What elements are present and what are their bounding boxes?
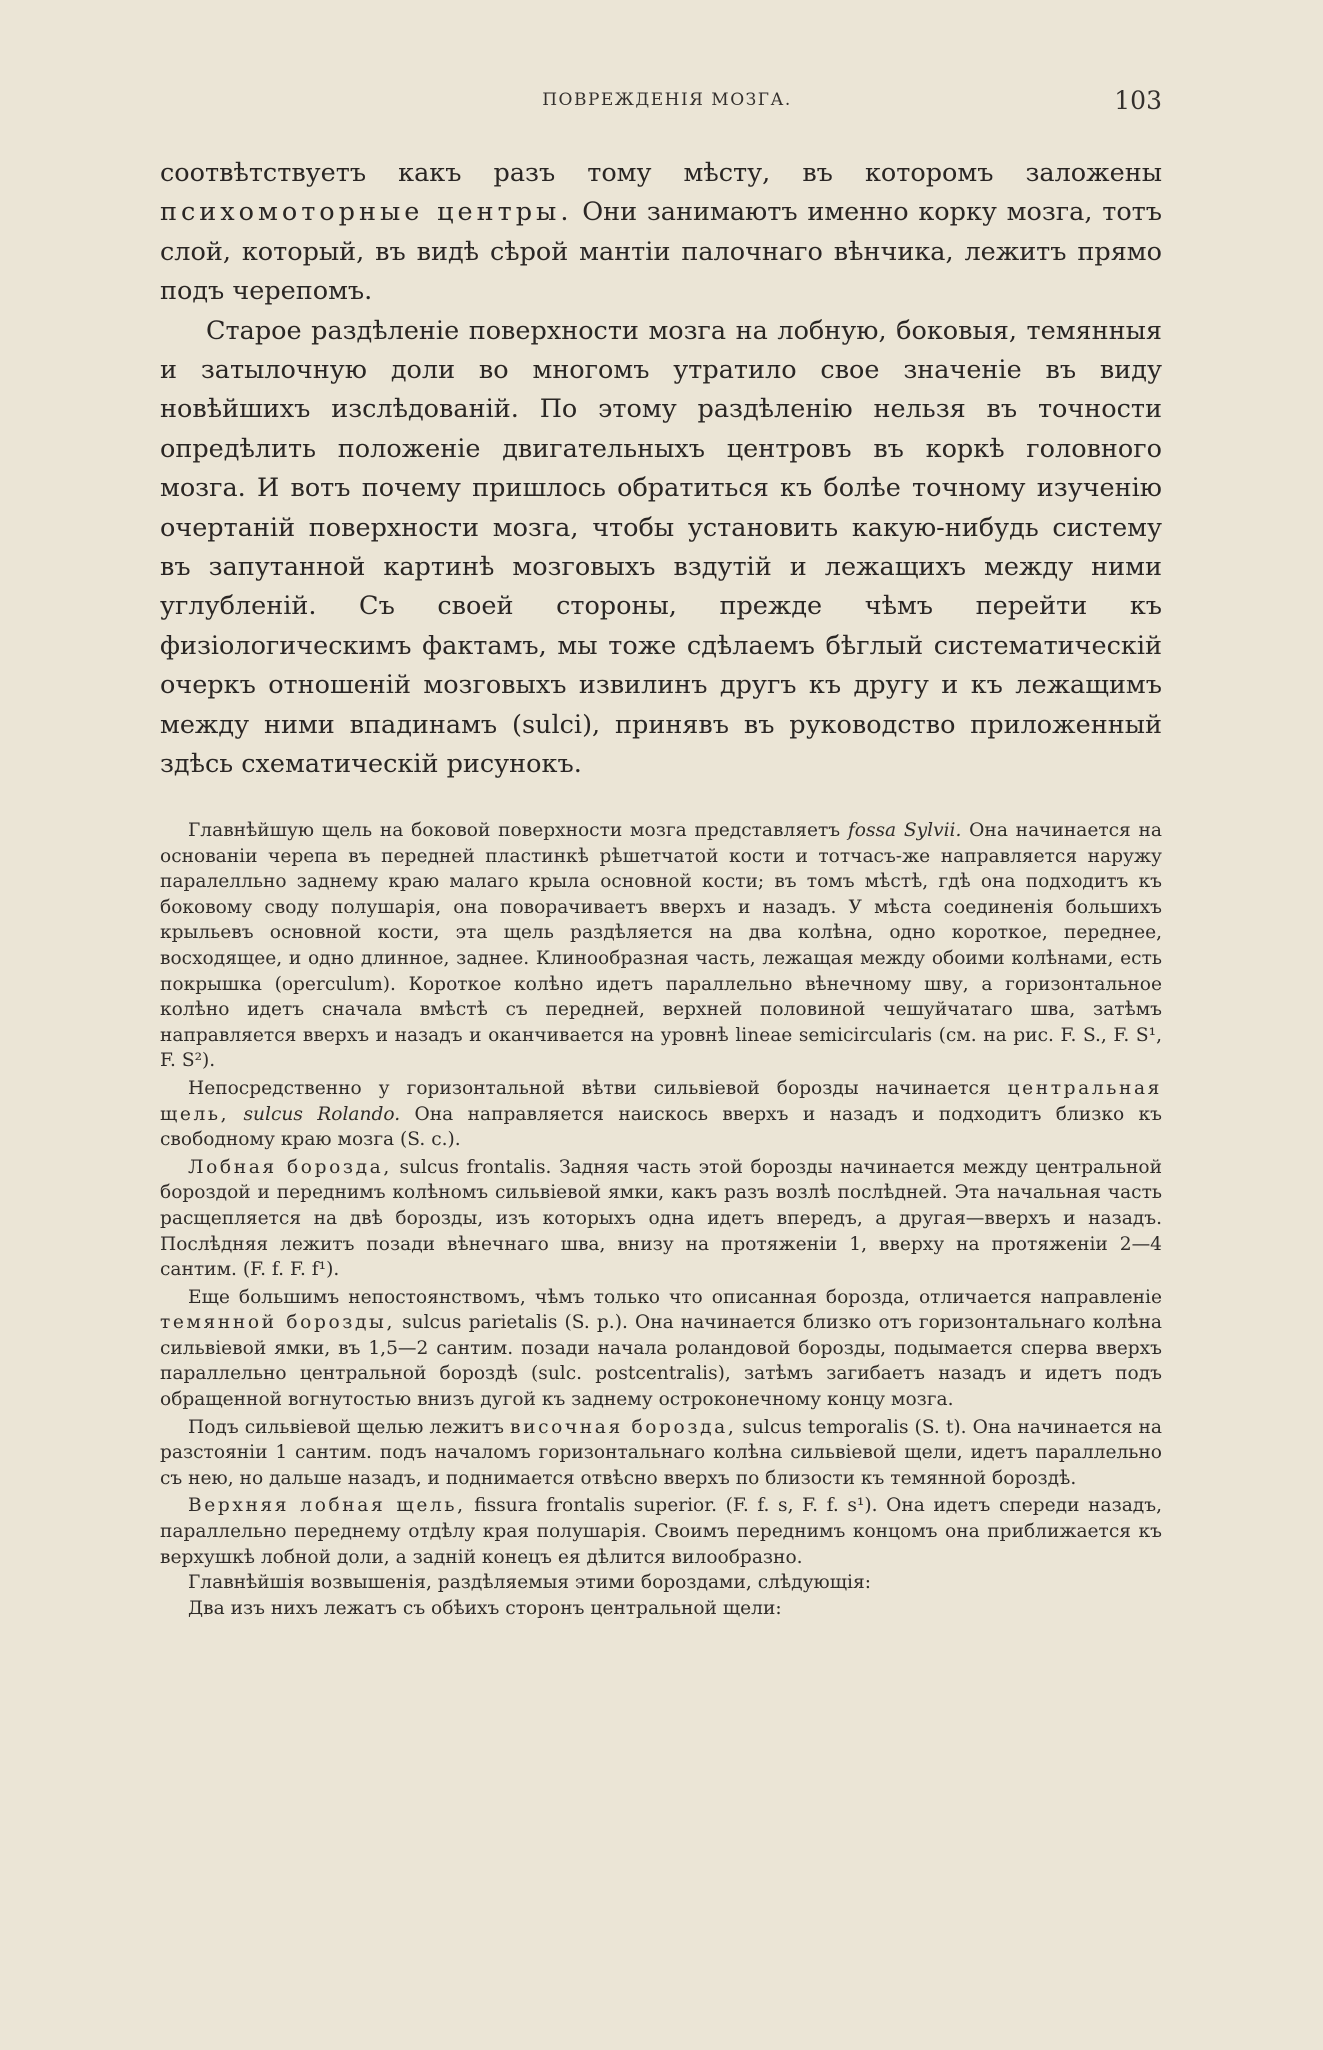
note-frontal-sulcus: Лобная борозда, sulcus frontalis. Задняя часть этой борозды начинается между центральной бороздой и переднимъ колѣномъ сильвіевой ямки, какъ разъ возлѣ послѣдней. Эта начальная часть расщепляется на двѣ борозды, изъ которыхъ одна идетъ впередъ, а другая—вверхъ и назадъ. Послѣдняя лежитъ позади вѣнечнаго шва, внизу на протяженіи 1, вверху на протяженіи 2—4 сантим. (F. f. F. f¹). [160,1156,1162,1281]
note-temporal-sulcus: Подъ сильвіевой щелью лежитъ височная борозда, sulcus temporalis (S. t). Она начинается на разстояніи 1 сантим. подъ началомъ горизонтальнаго колѣна сильвіевой щели, идетъ параллельно съ нею, но дальше назадъ, и поднимается отвѣсно вверхъ по близости къ темянной бороздѣ. [160,1416,1162,1489]
note-fossa-sylvii: Главнѣйшую щель на боковой поверхности мозга представляетъ fossa Sylvii. Она начинается на основаніи черепа въ передней пластинкѣ рѣшетчатой кости и тотчасъ-же направляется наружу паралелльно заднему краю малаго крыла основной кости; въ томъ мѣстѣ, гдѣ она подходитъ къ боковому своду полушарія, она поворачиваетъ вверхъ и назадъ. У мѣста соединенія большихъ крыльевъ основной кости, эта щель раздѣляется на два колѣна, одно короткое, переднее, восходящее, и одно длинное, заднее. Клинообразная часть, лежащая между обоими колѣнами, есть покрышка (operculum). Короткое колѣно идетъ параллельно вѣнечному шву, а горизонтальное колѣно идетъ сначала вмѣстѣ съ передней, верхней половиной чешуйчатаго шва, затѣмъ направляется вверхъ и назадъ и оканчивается на уровнѣ lineae semicircularis (см. на рис. F. S., F. S¹, F. S²). [160,820,1163,1072]
page-number: 103 [1114,86,1162,115]
note-superior-frontal-fissure: Верхняя лобная щель, fissura frontalis superior. (F. f. s, F. f. s¹). Она идетъ спереди назадъ, параллельно переднему отдѣлу края полушарія. Своимъ переднимъ концомъ она приближается къ верхушкѣ лобной доли, а задній конецъ ея дѣлится вилообразно. [160,1495,1162,1568]
page-header [172,86,1162,120]
main-text [160,154,1162,785]
note-central-sulcus: Непосредственно у горизонтальной вѣтви сильвіевой борозды начинается центральная щель, sulcus Rolando. Она направляется наискось вверхъ и назадъ и подходитъ близко къ свободному краю мозга (S. c.). [160,1077,1162,1151]
running-title: ПОВРЕЖДЕНІЯ МОЗГА. [542,90,792,110]
paragraph-2: Старое раздѣленіе поверхности мозга на лобную, боковыя, темянныя и затылочную доли во многомъ утратило свое значеніе въ виду новѣйшихъ изслѣдованій. По этому раздѣленію нельзя въ точности опредѣлить положеніе двигательныхъ центровъ въ коркѣ головного мозга. И вотъ почему пришлось обратиться къ болѣе точному изученію очертаній поверхности мозга, чтобы установить какую-нибудь систему въ запутанной картинѣ мозговыхъ вздутій и лежащихъ между ними углубленій. Съ своей стороны, прежде чѣмъ перейти къ физіологическимъ фактамъ, мы тоже сдѣлаемъ бѣглый систематическій очеркъ отношеній мозговыхъ извилинъ другъ къ другу и къ лежащимъ между ними впадинамъ (sulci), принявъ въ руководство приложенный здѣсь схематическій рисунокъ. [160,315,1162,780]
small-print-section [160,818,1162,1621]
note-parietal-sulcus: Еще большимъ непостоянствомъ, чѣмъ только что описанная борозда, отличается направленіе темянной борозды, sulcus parietalis (S. p.). Она начинается близко отъ горизонтальнаго колѣна сильвіевой ямки, въ 1,5—2 сантим. позади начала роландовой борозды, подымается сперва вверхъ параллельно центральной бороздѣ (sulc. postcentralis), затѣмъ загибаетъ назадъ и идетъ подъ обращенной вогнутостью внизъ дугой къ заднему остроконечному концу мозга. [160,1286,1162,1411]
note-two-elevations: Два изъ нихъ лежатъ съ обѣихъ сторонъ центральной щели: [188,1597,782,1619]
paragraph-1: соотвѣтствуетъ какъ разъ тому мѣсту, въ которомъ заложены психомоторные центры. Они занимаютъ именно корку мозга, тотъ слой, который, въ видѣ сѣрой мантіи палочнаго вѣнчика, лежитъ прямо подъ черепомъ. [160,158,1163,307]
note-main-elevations: Главнѣйшія возвышенія, раздѣляемыя этими бороздами, слѣдующія: [188,1572,871,1594]
